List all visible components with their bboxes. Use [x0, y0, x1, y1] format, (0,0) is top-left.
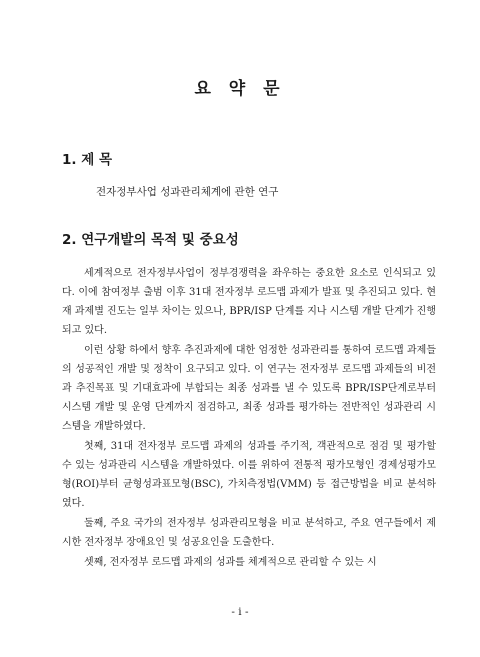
- paragraph: 셋째, 전자정부 로드맵 과제의 성과를 체계적으로 관리할 수 있는 시: [84, 557, 377, 568]
- paragraph: 이런 상황 하에서 향후 추진과제에 대한 엄정한 성과관리를 통하여 로드맵 과제들의 성공적인 개발 및 정착이 요구되고 있다. 이 연구는 전자정부 로드맵 과제들의 비전과 추진목표 및 기대효과에 부합되는 최종 성과를 낼 수 있도록 BPR/ISP단계로부터 시스템 개발 및 운영 단계까지 점검하고, 최종 성과를 평가하는 전반적인 성과관리 시스템을 개발하였다.: [62, 345, 436, 432]
- page-title: 요 약 문: [194, 79, 286, 99]
- section-2-heading: 2. 연구개발의 목적 및 중요성: [62, 232, 239, 248]
- page-number: - i -: [231, 606, 249, 618]
- paragraph: 첫째, 31대 전자정부 로드맵 과제의 성과를 주기적, 객관적으로 점검 및 평가할 수 있는 성과관리 시스템을 개발하였다. 이를 위하여 전통적 평가모형인 경제성평가모형(ROI)부터 균형성과표모형(BSC), 가치측정법(VMM) 등 접근방법을 비교 분석하였다.: [62, 441, 436, 509]
- section-1-subtitle: 전자정부사업 성과관리체계에 관한 연구: [96, 186, 279, 198]
- paragraph: 둘째, 주요 국가의 전자정부 성과관리모형을 비교 분석하고, 주요 연구들에서 제시한 전자정부 장애요인 및 성공요인을 도출한다.: [62, 518, 436, 548]
- paragraph: 세계적으로 전자정부사업이 정부경쟁력을 좌우하는 중요한 요소로 인식되고 있다. 이에 참여정부 출범 이후 31대 전자정부 로드맵 과제가 발표 및 추진되고 있다. 현재 과제별 진도는 일부 차이는 있으나, BPR/ISP 단계를 지나 시스템 개발 단계가 진행되고 있다.: [62, 268, 436, 336]
- section-2-body: [62, 264, 436, 573]
- section-1-heading: 1. 제 목: [62, 152, 113, 168]
